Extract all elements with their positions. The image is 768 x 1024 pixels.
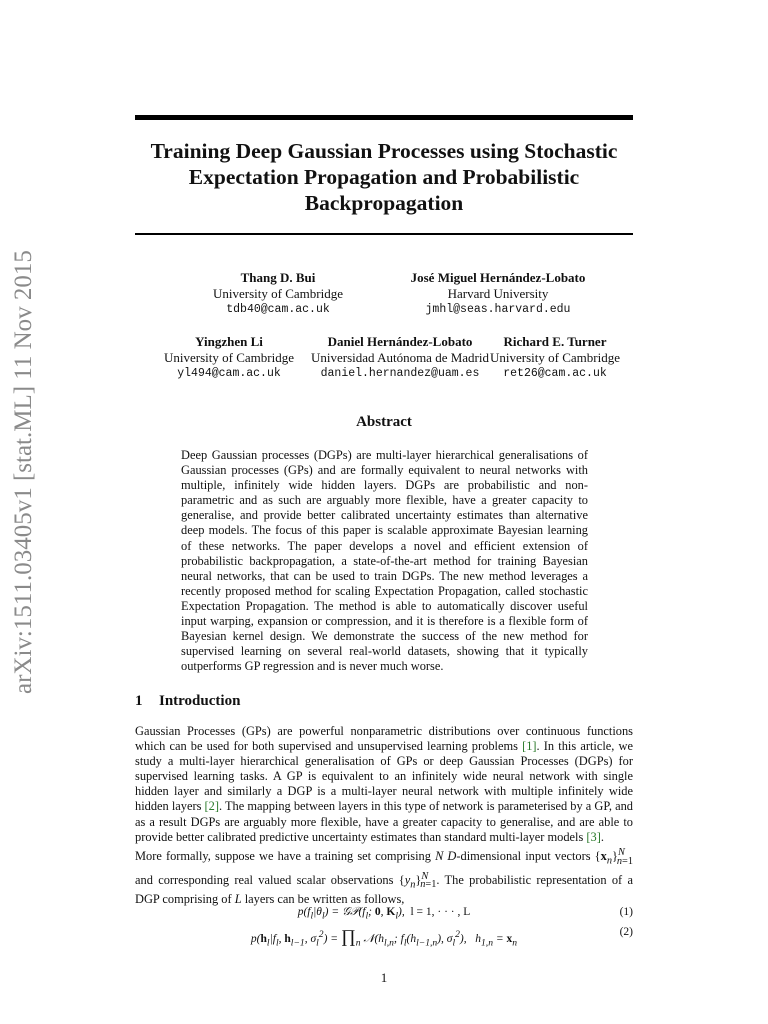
author-affiliation: Universidad Autónoma de Madrid [311,350,489,365]
author-email[interactable]: ret26@cam.ac.uk [503,367,607,380]
author-block-5 [478,334,632,382]
section-heading [135,693,240,710]
paper-title: Training Deep Gaussian Processes using Stochastic Expectation Propagation and Probabilistic Backpropagation [150,139,618,215]
author-name: Thang D. Bui [240,270,316,285]
citation-link[interactable]: [1] [522,739,537,754]
author-email[interactable]: daniel.hernandez@uam.es [320,367,480,380]
equation-body: $p(f_l|\theta_l)$ = $𝒢𝒫(f_l$; 0, $K_l$), l = 1, · · · , L [297,906,471,922]
title-bottom-rule [135,233,633,235]
author-name: José Miguel Hernández-Lobato [410,270,586,285]
intro-paragraph-2: More formally, suppose we have a training set comprising N D-dimensional input vectors $\{x_n\}^N_{n=1}$ and corresponding real valued scalar observations $\{y_n\}^N_{n=1}$. The probabilistic representation of a DGP comprising of L layers can be written as follows, [135,847,633,907]
page-number: 1 [380,970,388,985]
citation-link[interactable]: [3] [586,829,601,844]
equation-number: (1) [619,906,633,918]
citation-link[interactable]: [2] [204,799,219,814]
author-affiliation: University of Cambridge [213,286,343,301]
author-email[interactable]: yl494@cam.ac.uk [177,367,281,380]
author-affiliation: University of Cambridge [164,350,294,365]
author-email[interactable]: jmhl@seas.harvard.edu [425,303,571,316]
section-title: Introduction [159,693,241,709]
abstract-heading: Abstract [356,414,412,430]
equation-number: (2) [619,926,633,938]
author-affiliation: Harvard University [447,286,549,301]
author-block-1 [178,270,378,318]
intro-paragraph-1: Gaussian Processes (GPs) are powerful nonparametric distributions over continuous functions which can be used for both supervised and unsupervised learning problems [1]. In this article, we study a multi-layer hierarchical generalisation of GPs or deep Gaussian Processes (DGPs) for supervised learning tasks. A GP is equivalent to an infinitely wide neural network with single hidden layer and similarly a DGP is a multi-layer neural network with multiple infinitely wide hidden layers [2]. The mapping between layers in this type of network is parameterised by a GP, and as a result DGPs are arguably more flexible, have a greater capacity to generalise, and are able to provide better calibrated predictive uncertainty estimates than standard multi-layer models [3]. [135,724,633,844]
equation-body: $p(h_l|f_l$, $h_{l-1}$, $\sigma_l^2$) = $\prod_n$ $𝒩(h_{l,n}$; $f_l(h_{l-1,n})$, $\sigma_l^2$), $h_{1,n} = x_n$ [250,926,518,949]
abstract-text: Deep Gaussian processes (DGPs) are multi-layer hierarchical generalisations of Gaussian processes (GPs) and are formally equivalent to neural networks with multiple, infinitely wide hidden layers. DGPs are probabilistic and non-parametric and as such are arguably more flexible, have a greater capacity to generalise, and provide better calibrated uncertainty estimates than alternative deep models. The focus of this paper is scalable approximate Bayesian learning of these networks. The paper develops a novel and efficient extension of probabilistic backpropagation, a state-of-the-art method for training Bayesian neural networks, that can be used to train DGPs. The new method leverages a recently proposed method for scaling Expectation Propagation, called stochastic Expectation Propagation. The method is able to automatically discover useful input warping, expansion or compression, and it is therefore is a flexible form of Bayesian kernel design. We demonstrate the success of the new method for supervised learning on several real-world datasets, showing that it typically outperforms GP regression and is never much worse. [181,448,588,674]
author-block-2 [368,270,628,318]
section-number: 1 [135,693,143,709]
author-name: Daniel Hernández-Lobato [327,334,473,349]
title-top-rule [135,115,633,120]
author-name: Richard E. Turner [503,334,607,349]
author-email[interactable]: tdb40@cam.ac.uk [226,303,330,316]
author-block-4 [290,334,510,382]
author-name: Yingzhen Li [195,334,263,349]
arxiv-stamp: arXiv:1511.03405v1 [stat.ML] 11 Nov 2015 [10,250,37,694]
author-affiliation: University of Cambridge [490,350,620,365]
